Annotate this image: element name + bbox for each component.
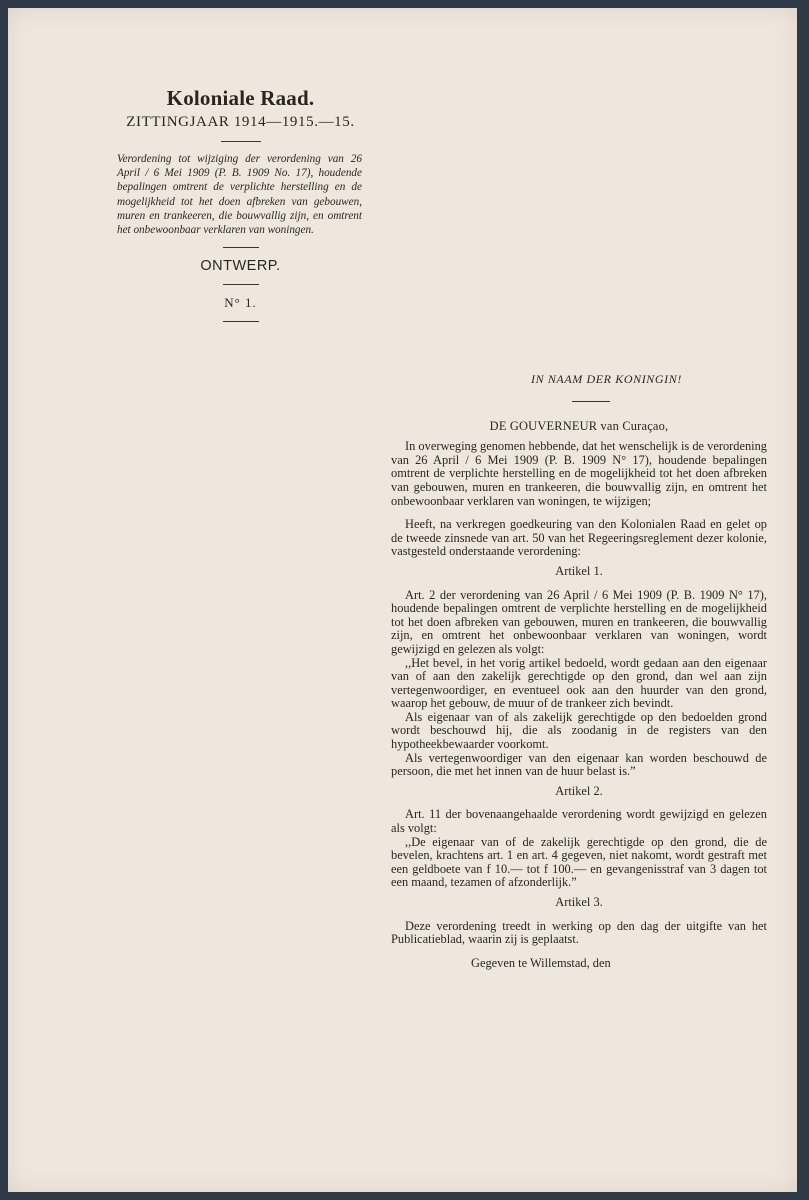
session-year: ZITTINGJAAR 1914—1915.—15. — [126, 114, 355, 130]
divider — [223, 321, 259, 322]
article-1-paragraph: ,,Het bevel, in het vorig artikel bedoeld, wordt gedaan aan den eigenaar van of aan den zakelijk gerechtigde op den grond, dan wel aan zijn vertegenwoordiger, en eventueel ook aan den huurder van den grond, waarop het gebouw, de muur of de trankeer zich bevindt. — [391, 655, 767, 711]
article-3-title: Artikel 3. — [555, 895, 603, 909]
draft-number: N° 1. — [224, 295, 257, 311]
divider — [223, 247, 259, 248]
divider — [221, 141, 261, 142]
article-2-paragraph: ,,De eigenaar van of de zakelijk gerechtigde op den grond, die de bevelen, krachtens art. 1 en art. 4 gegeven, niet nakomt, wordt gestraft met een geldboete van f 10.— tot f 100.— en gevangenisstraf van 3 dagen tot een maand, tezamen of afzonderlijk.” — [391, 834, 767, 890]
governor-heading: DE GOUVERNEUR van Curaçao, — [489, 418, 669, 433]
article-2-intro: Art. 11 der bovenaangehaalde verordening wordt gewijzigd en gelezen als volgt: — [391, 807, 767, 836]
given-at: Gegeven te Willemstad, den — [471, 955, 611, 970]
article-1-title: Artikel 1. — [555, 563, 603, 578]
ordinance-subject: Verordening tot wijziging der verordening van 26 April / 6 Mei 1909 (P. B. 1909 No. 17), houdende bepalingen omtrent de verplichte herstelling en de mogelijkheid tot het doen afbreken van gebouwen, muren en trankeeren, die bouwvallig zijn, en omtrent het onbewoonbaar verklaren van woningen. — [117, 153, 362, 237]
article-1-paragraph: Als eigenaar van of als zakelijk gerechtigde op den bedoelden grond wordt beschouwd hij, die als zoodanig in de registers van den hypotheekbewaarder voorkomt. — [391, 709, 767, 752]
article-1-intro: Art. 2 der verordening van 26 April / 6 Mei 1909 (P. B. 1909 N° 17), houdende bepalingen omtrent de verplichte herstelling en de mogelijkheid tot het doen afbreken van gebouwen, muren en trankeeren, die bouwvallig zijn, en omtrent het onbewoonbaar verklaren van woningen, wordt gewijzigd en gelezen als volgt: — [391, 587, 767, 656]
considering-paragraph: In overweging genomen hebbende, dat het wenschelijk is de verordening van 26 April / 6 Mei 1909 (P. B. 1909 N° 17), houdende bepalingen omtrent de verplichte herstelling en de mogelijkheid tot het doen afbreken van gebouwen, muren en trankeeren, die bouwvallig zijn, en omtrent het onbewoonbaar verklaren van woningen, te wijzigen; — [391, 439, 767, 508]
document-header — [113, 86, 368, 332]
article-2-title: Artikel 2. — [555, 783, 603, 798]
draft-label: ONTWERP. — [200, 258, 281, 275]
ordinance-body — [391, 373, 767, 970]
document-page — [8, 8, 797, 1192]
divider — [223, 284, 259, 285]
article-1-paragraph: Als vertegenwoordiger van den eigenaar kan worden beschouwd de persoon, die met het innen van de huur belast is.” — [391, 750, 767, 779]
council-title: Koloniale Raad. — [166, 86, 315, 110]
article-3-text: Deze verordening treedt in werking op den dag der uitgifte van het Publicatieblad, waarin zij is geplaatst. — [391, 918, 767, 947]
invocation: IN NAAM DER KONINGIN! — [531, 372, 682, 386]
approval-paragraph: Heeft, na verkregen goedkeuring van den Kolonialen Raad en gelet op de tweede zinsnede van art. 50 van het Regeeringsreglement dezer kolonie, vastgesteld onderstaande verordening: — [391, 517, 767, 559]
ornament-divider — [572, 401, 610, 402]
